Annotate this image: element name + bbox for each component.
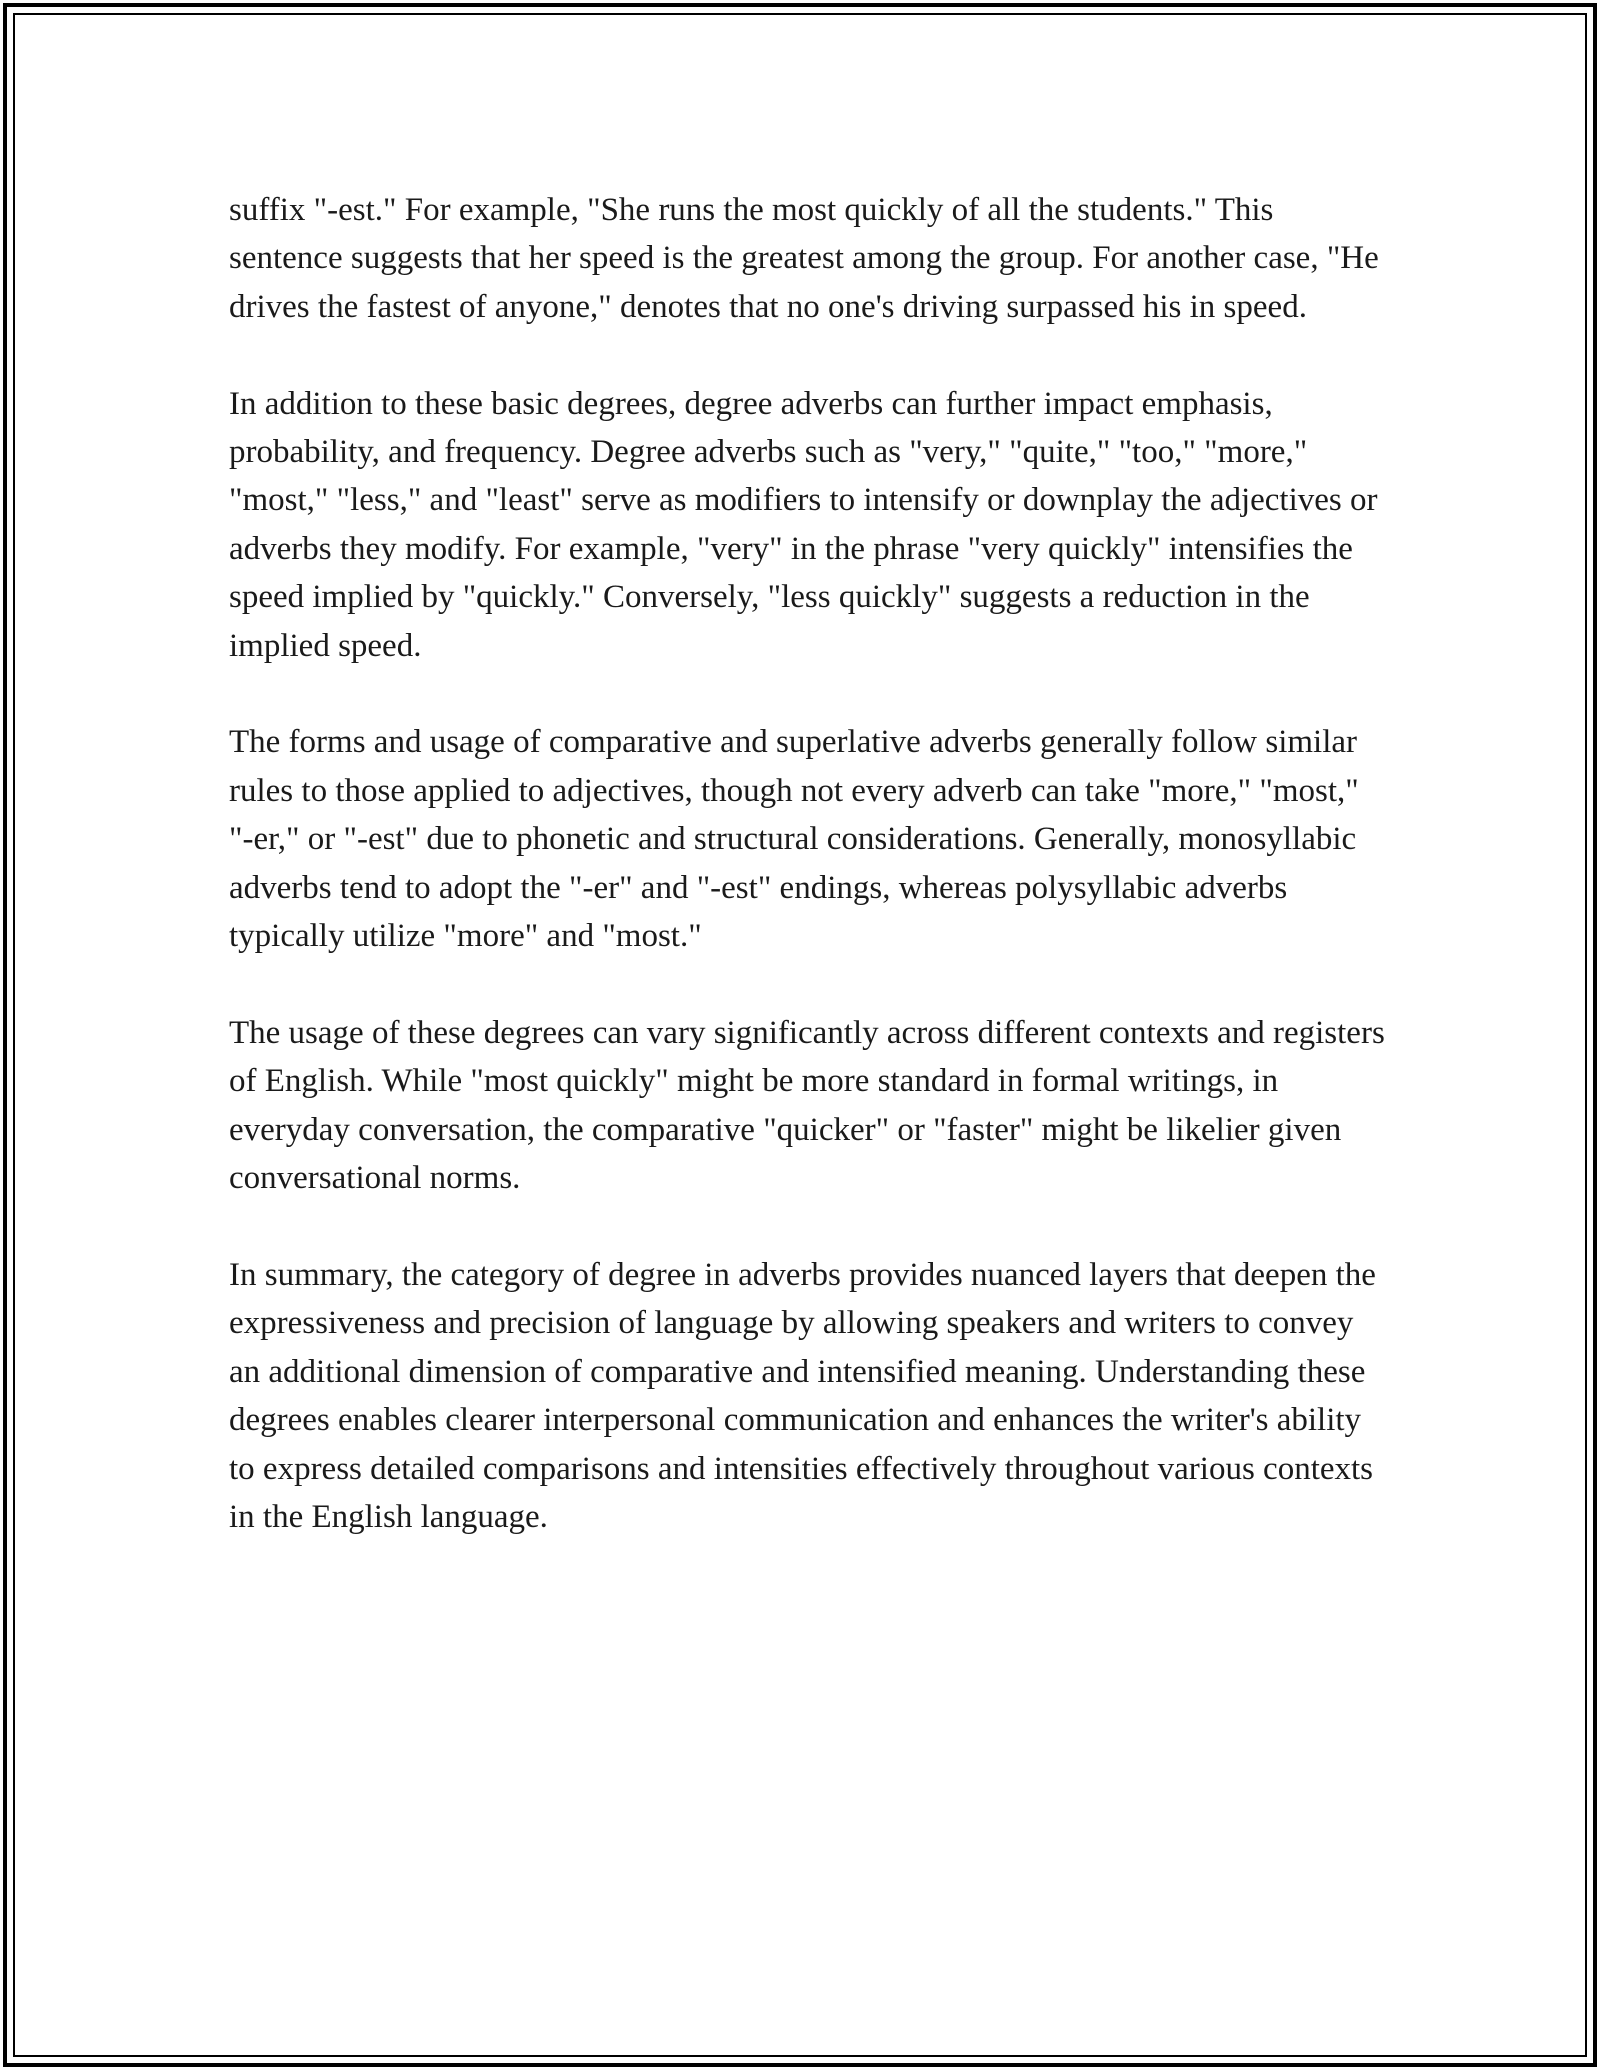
paragraph-2: In addition to these basic degrees, degree adverbs can further impact emphasis, probability, and frequency. Degree adverbs such as "very," "quite," "too," "more," "most," "less," and "least" serve as modifiers to intensify or downplay the adjectives or adverbs they modify. For example, "very" in the phrase "very quickly" intensifies the speed implied by "quickly." Conversely, "less quickly" suggests a reduction in the implied speed. — [229, 385, 1378, 664]
paragraph-4: The usage of these degrees can vary significantly across different contexts and registers of English. While "most quickly" might be more standard in formal writings, in everyday conversation, the comparative "quicker" or "faster" might be likelier given conversational norms. — [229, 1014, 1385, 1197]
paragraph-5: In summary, the category of degree in adverbs provides nuanced layers that deepen the expressiveness and precision of language by allowing speakers and writers to convey an additional dimension of comparative and intensified meaning. Understanding these degrees enables clearer interpersonal communication and enhances the writer's ability to express detailed comparisons and intensities effectively throughout various contexts in the English language. — [229, 1256, 1376, 1535]
document-body — [229, 186, 1389, 1590]
paragraph-3: The forms and usage of comparative and superlative adverbs generally follow similar rules to those applied to adjectives, though not every adverb can take "more," "most," "-er," or "-est" due to phonetic and structural considerations. Generally, monosyllabic adverbs tend to adopt the "-er" and "-est" endings, whereas polysyllabic adverbs typically utilize "more" and "most." — [229, 724, 1359, 955]
paragraph-1: suffix "-est." For example, "She runs the most quickly of all the students." This sentence suggests that her speed is the greatest among the group. For another case, "He drives the fastest of anyone," denotes that no one's driving surpassed his in speed. — [229, 192, 1379, 325]
